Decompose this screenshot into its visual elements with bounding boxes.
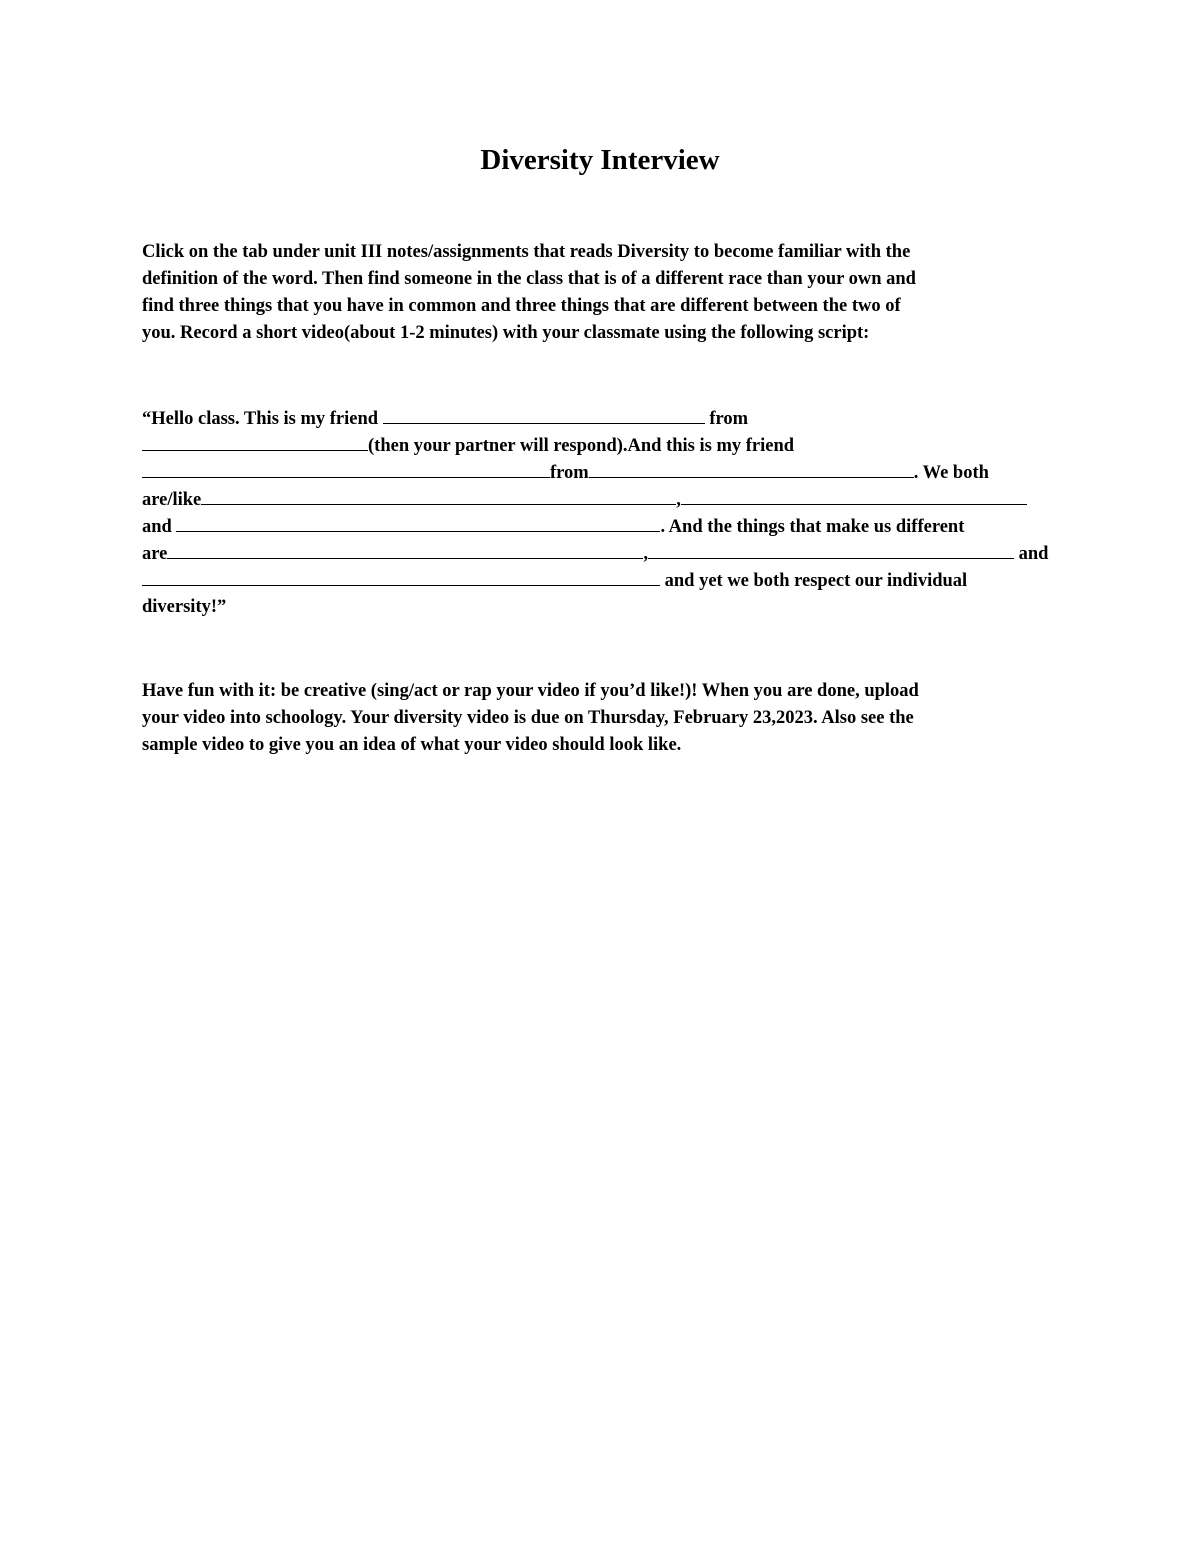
own-name-blank[interactable] <box>142 459 550 478</box>
common-thing-3-blank[interactable] <box>176 513 660 532</box>
script-text: are <box>142 544 168 564</box>
intro-line-2: definition of the word. Then find someone in the class that is of a different race than your own and <box>142 269 916 289</box>
friend-origin-blank[interactable] <box>142 432 368 451</box>
script-text: and yet we both respect our individual <box>660 571 968 591</box>
intro-line-3: find three things that you have in common and three things that are different between the two of <box>142 296 901 316</box>
script-line-3 <box>142 459 989 487</box>
script-text: . We both <box>913 463 989 483</box>
script-text: are/like <box>142 490 202 510</box>
script-line-7 <box>142 567 967 595</box>
script-text: from <box>704 409 749 429</box>
different-thing-3-blank[interactable] <box>142 567 660 586</box>
own-origin-blank[interactable] <box>589 459 914 478</box>
script-text: , <box>676 490 681 510</box>
common-thing-1-blank[interactable] <box>201 486 676 505</box>
script-line-5 <box>142 513 964 541</box>
closing-line-3: sample video to give you an idea of what your video should look like. <box>142 735 682 755</box>
intro-line-4: you. Record a short video(about 1-2 minutes) with your classmate using the following script: <box>142 323 870 343</box>
closing-line-2: your video into schoology. Your diversity video is due on Thursday, February 23,2023. Also see the <box>142 708 914 728</box>
script-line-6 <box>142 540 1048 568</box>
intro-line-1: Click on the tab under unit III notes/assignments that reads Diversity to become familiar with the <box>142 242 911 262</box>
script-text: “Hello class. This is my friend <box>142 409 383 429</box>
script-text: from <box>550 463 589 483</box>
closing-line-1: Have fun with it: be creative (sing/act or rap your video if you’d like!)! When you are done, upload <box>142 681 919 701</box>
different-thing-2-blank[interactable] <box>648 540 1014 559</box>
script-line-4 <box>142 486 1027 514</box>
script-text: (then your partner will respond).And this is my friend <box>368 436 795 456</box>
script-text: , <box>643 544 648 564</box>
script-line-2 <box>142 432 794 460</box>
script-line-1 <box>142 405 748 433</box>
common-thing-2-blank[interactable] <box>681 486 1027 505</box>
different-thing-1-blank[interactable] <box>167 540 643 559</box>
script-text: and <box>1013 544 1049 564</box>
script-text: . And the things that make us different <box>660 517 965 537</box>
script-line-8: diversity!” <box>142 597 227 617</box>
document-title: Diversity Interview <box>480 144 720 176</box>
friend-name-blank[interactable] <box>383 405 705 424</box>
script-text: and <box>142 517 177 537</box>
